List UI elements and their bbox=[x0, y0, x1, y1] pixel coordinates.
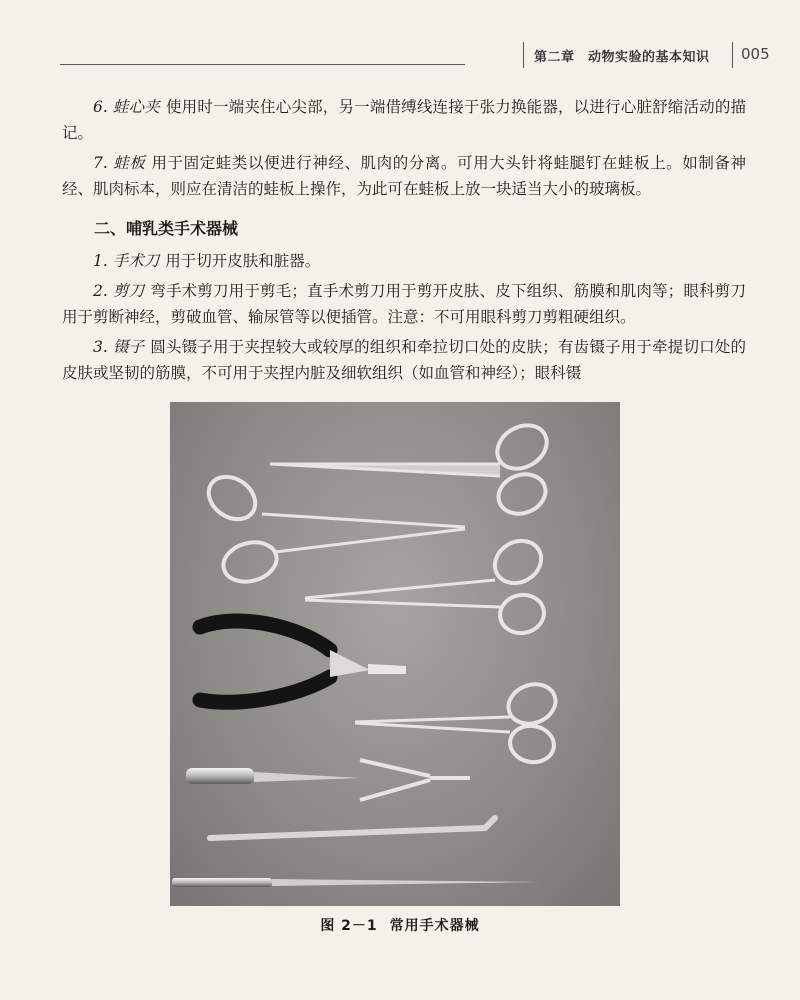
figure-caption bbox=[0, 915, 800, 935]
instruments-illustration bbox=[170, 402, 620, 906]
term-label: 1. 手术刀 bbox=[93, 252, 160, 270]
hemostat-forceps bbox=[305, 533, 549, 637]
body-text bbox=[62, 94, 746, 390]
bulldog-clamp bbox=[360, 760, 470, 800]
pliers bbox=[200, 621, 406, 702]
scalpel-handle bbox=[186, 768, 360, 784]
surgical-instruments-photo bbox=[170, 402, 620, 906]
small-hemostat bbox=[355, 678, 561, 766]
paragraph-scalpel bbox=[62, 248, 746, 274]
term-label: 2. 剪刀 bbox=[93, 282, 145, 300]
term-label: 3. 镊子 bbox=[93, 338, 145, 356]
paragraph-text: 用于切开皮肤和脏器。 bbox=[165, 252, 321, 270]
term-label: 6. 蛙心夹 bbox=[93, 98, 160, 116]
hemostat-forceps bbox=[201, 468, 465, 587]
paragraph-scissors bbox=[62, 278, 746, 330]
paragraph-frog-board bbox=[62, 150, 746, 202]
header-separator bbox=[732, 42, 733, 68]
straight-probe bbox=[172, 878, 540, 887]
page-number: 005 bbox=[741, 45, 770, 63]
paragraph-forceps bbox=[62, 334, 746, 386]
chapter-title: 第二章 动物实验的基本知识 bbox=[534, 50, 710, 65]
paragraph-text: 用于固定蛙类以便进行神经、肌肉的分离。可用大头针将蛙腿钉在蛙板上。如制备神经、肌肉标本，则应在清洁的蛙板上操作，为此可在蛙板上放一块适当大小的玻璃板。 bbox=[62, 154, 746, 198]
section-heading: 二、哺乳类手术器械 bbox=[94, 219, 239, 238]
figure-caption-text: 常用手术器械 bbox=[389, 918, 480, 934]
header-separator bbox=[523, 42, 524, 68]
header-rule bbox=[60, 64, 465, 65]
paragraph-frog-heart-clip bbox=[62, 94, 746, 146]
scissors bbox=[270, 417, 555, 520]
paragraph-text: 弯手术剪刀用于剪毛；直手术剪刀用于剪开皮肤、皮下组织、筋膜和肌肉等；眼科剪刀用于剪断神经，剪破血管、输尿管等以便插管。注意：不可用眼科剪刀剪粗硬组织。 bbox=[62, 282, 746, 326]
figure-number: 图 2－1 bbox=[320, 918, 378, 934]
paragraph-text: 圆头镊子用于夹捏较大或较厚的组织和牵拉切口处的皮肤；有齿镊子用于牵提切口处的皮肤或坚韧的筋膜，不可用于夹捏内脏及细软组织（如血管和神经）；眼科镊 bbox=[62, 338, 746, 382]
paragraph-text: 使用时一端夹住心尖部，另一端借缚线连接于张力换能器，以进行心脏舒缩活动的描记。 bbox=[62, 98, 746, 142]
page-header bbox=[60, 40, 770, 68]
bent-probe bbox=[210, 818, 495, 838]
term-label: 7. 蛙板 bbox=[93, 154, 146, 172]
